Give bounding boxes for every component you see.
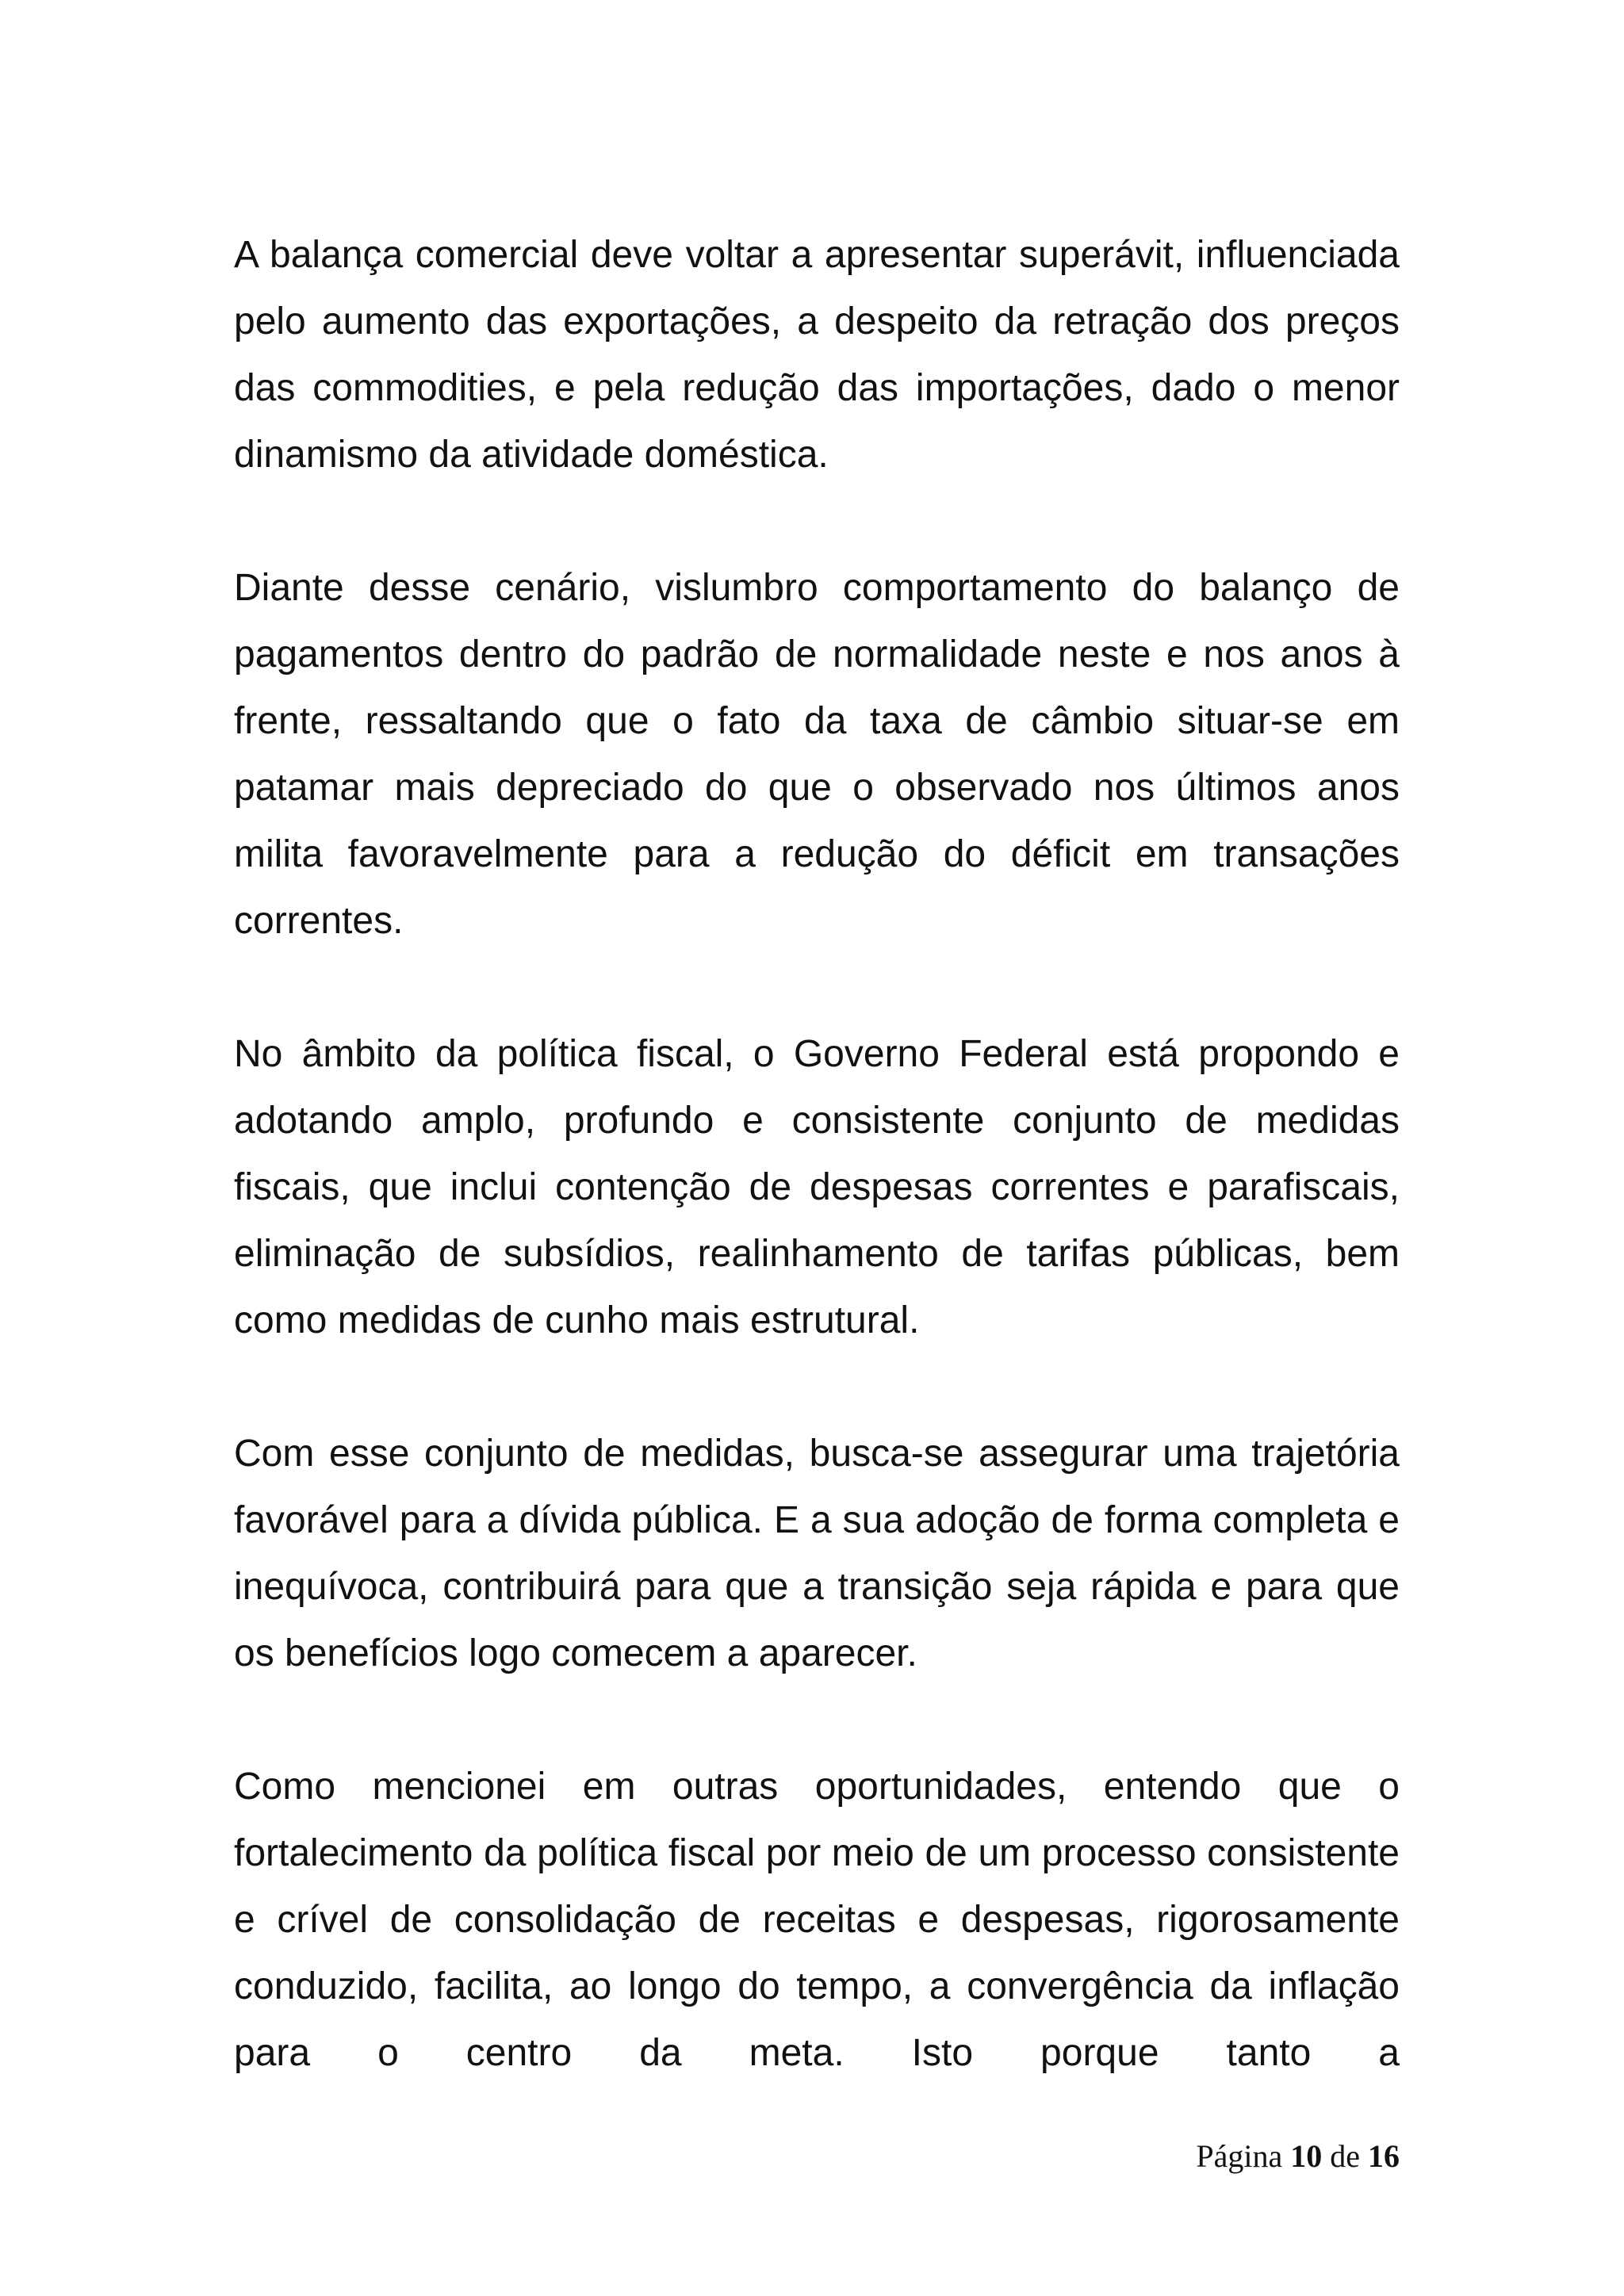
page-number: [1196, 2137, 1400, 2175]
page-number-total: 16: [1368, 2138, 1400, 2174]
page-number-current: 10: [1290, 2138, 1323, 2174]
paragraph-inflation-convergence: Como mencionei em outras oportunidades, entendo que o fortalecimento da política fiscal por meio de um processo consistente e crível de consolidação de receitas e despesas, rigorosamente conduzido, facilita, ao longo do tempo, a convergência da inflação para o centro da meta. Isto porque tanto a: [234, 1766, 1400, 2074]
paragraph-trade-balance: A balança comercial deve voltar a apresentar superávit, influenciada pelo aumento das exportações, a despeito da retração dos preços das commodities, e pela redução das importações, dado o menor dinamismo da atividade doméstica.: [234, 234, 1400, 476]
paragraph-balance-of-payments: Diante desse cenário, vislumbro comportamento do balanço de pagamentos dentro do padrão de normalidade neste e nos anos à frente, ressaltando que o fato da taxa de câmbio situar-se em patamar mais depreciado do que o observado nos últimos anos milita favoravelmente para a redução do déficit em transações correntes.: [234, 567, 1400, 942]
page-number-prefix: Página: [1196, 2138, 1283, 2174]
page-number-separator: de: [1330, 2138, 1360, 2174]
paragraph-fiscal-policy: No âmbito da política fiscal, o Governo Federal está propondo e adotando amplo, profundo e consistente conjunto de medidas fiscais, que inclui contenção de despesas correntes e parafiscais, eliminação de subsídios, realinhamento de tarifas públicas, bem como medidas de cunho mais estrutural.: [234, 1033, 1400, 1341]
body-text: [234, 222, 1400, 2087]
paragraph-public-debt: Com esse conjunto de medidas, busca-se assegurar uma trajetória favorável para a dívida pública. E a sua adoção de forma completa e inequívoca, contribuirá para que a transição seja rápida e para que os benefícios logo comecem a aparecer.: [234, 1433, 1400, 1674]
